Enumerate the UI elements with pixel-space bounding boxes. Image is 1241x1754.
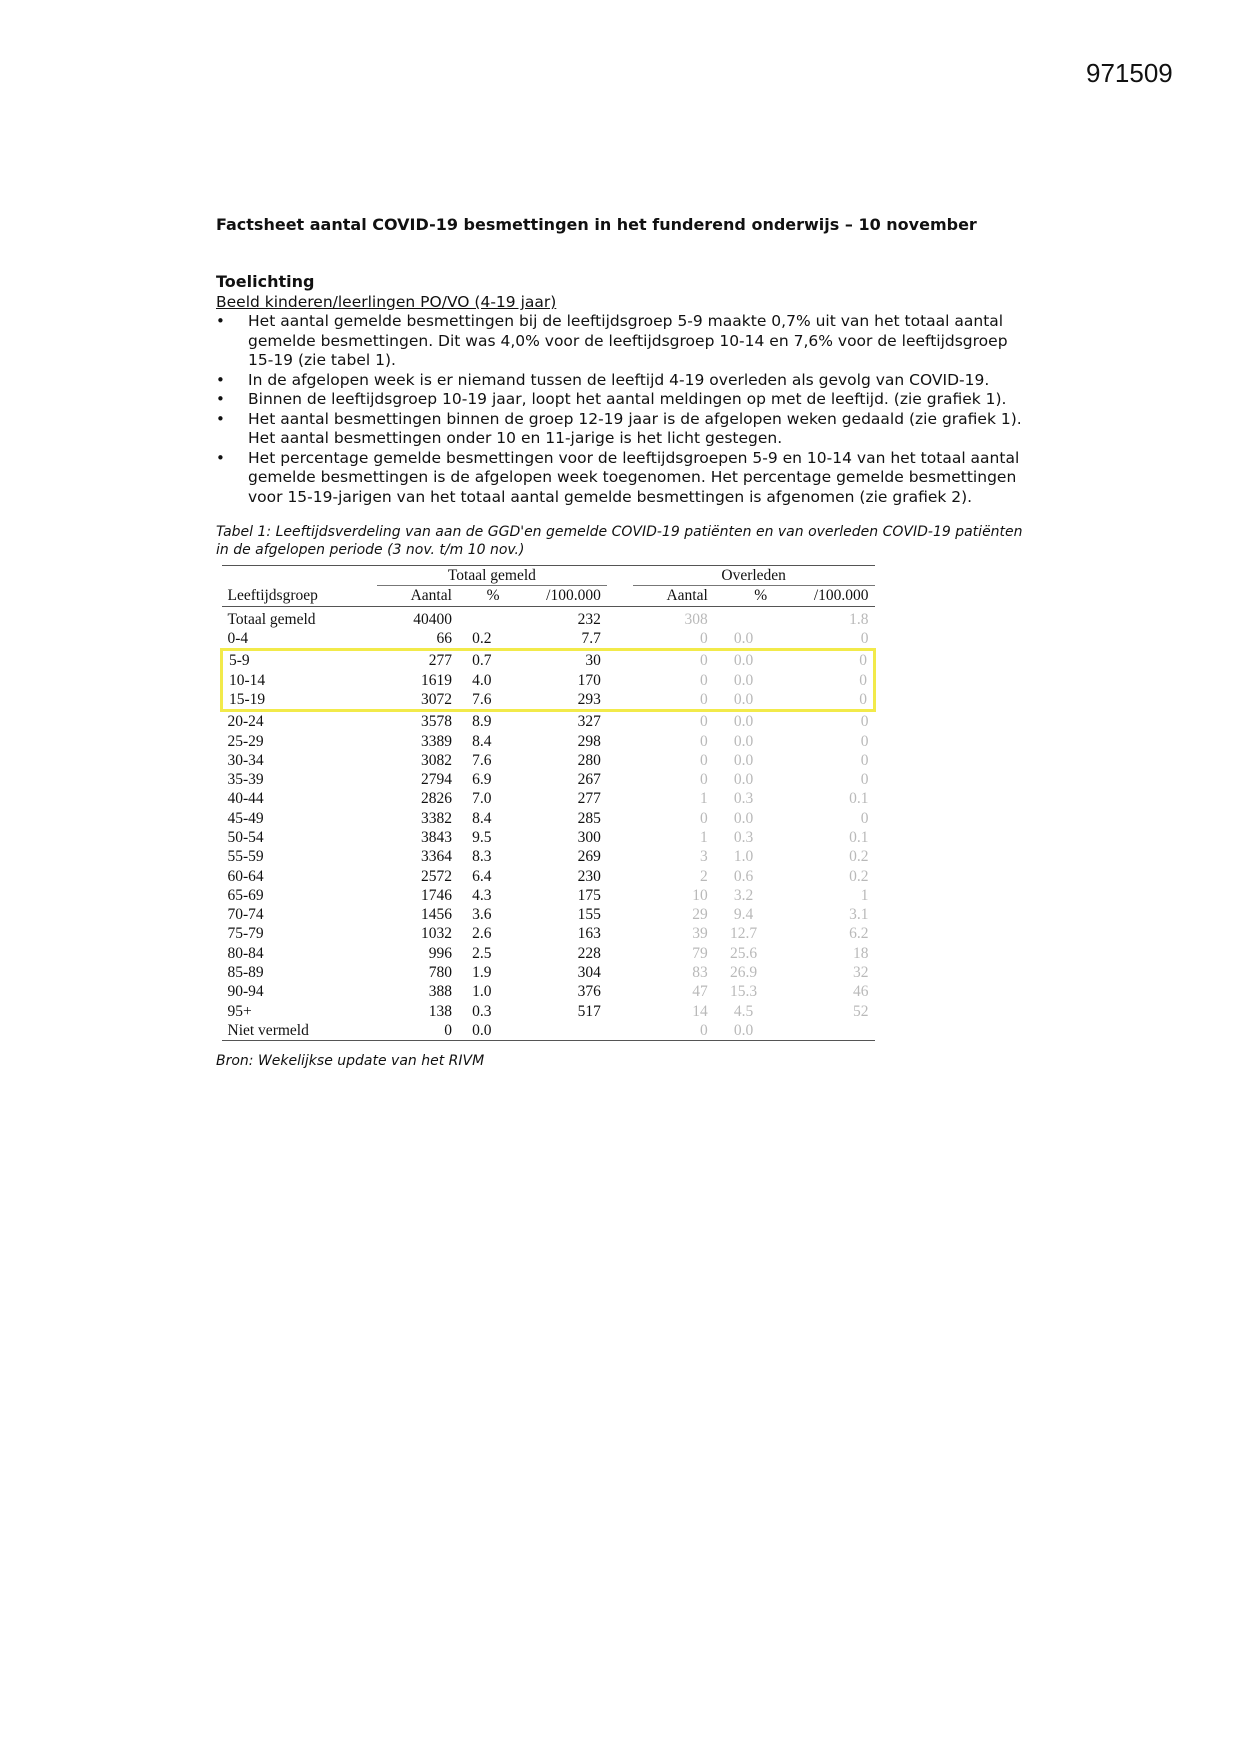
- cell-reported-count: 138: [428, 1002, 452, 1020]
- table-row: [222, 924, 875, 943]
- cell-age-group: 5-9: [222, 650, 377, 671]
- cell-reported-per-100k: 269: [577, 848, 601, 866]
- cell-reported-per-100k: 7.7: [581, 630, 601, 648]
- cell-deceased-percent: 26.9: [729, 964, 758, 982]
- cell-spacer: [607, 789, 633, 808]
- column-header: Leeftijdsgroep: [222, 586, 377, 606]
- table-row: [222, 963, 875, 982]
- cell-deceased-count: 1: [700, 829, 708, 846]
- cell-reported-percent: 9.5: [472, 829, 492, 846]
- cell-reported-per-100k: 155: [577, 906, 601, 924]
- bullet-item: • Binnen de leeftijdsgroep 10-19 jaar, loopt het aantal meldingen op met de leeftijd. (zie grafiek 1).: [248, 390, 1036, 410]
- bullet-list: [216, 312, 1036, 507]
- cell-spacer: [607, 1002, 633, 1021]
- table-header-spacer: [607, 566, 633, 586]
- cell-reported-per-100k: 304: [577, 964, 601, 982]
- cell-deceased-per-100k: 0.1: [849, 829, 869, 846]
- cell-reported-per-100k: 30: [506, 650, 607, 671]
- table-row: [222, 866, 875, 885]
- cell-deceased-percent: 0.0: [733, 732, 754, 750]
- column-header: /100.000: [506, 586, 607, 606]
- cell-reported-per-100k: 280: [577, 751, 601, 769]
- cell-spacer: [607, 905, 633, 924]
- table-row: [222, 789, 875, 808]
- page-title: Factsheet aantal COVID-19 besmettingen in het funderend onderwijs – 10 november: [216, 215, 977, 234]
- factsheet-content: [216, 214, 1036, 1069]
- cell-reported-per-100k: 293: [506, 690, 607, 711]
- cell-spacer: [607, 886, 633, 905]
- age-distribution-table: [220, 565, 876, 1041]
- cell-reported-percent: 6.4: [472, 867, 492, 885]
- cell-deceased-percent: 0.3: [733, 790, 754, 808]
- cell-deceased-count: 2: [700, 867, 708, 885]
- cell-deceased-percent: 0.6: [733, 867, 754, 885]
- cell-spacer: [607, 690, 633, 711]
- cell-reported-count: 3382: [420, 809, 452, 827]
- table-row: [222, 731, 875, 750]
- cell-reported-count: 996: [428, 944, 452, 962]
- table-row: [222, 629, 875, 650]
- column-header: /100.000: [773, 586, 874, 606]
- cell-deceased-per-100k: 3.1: [849, 906, 869, 924]
- group-header-deceased: Overleden: [633, 566, 875, 586]
- table-body: [222, 606, 875, 1041]
- cell-reported-per-100k: 170: [577, 671, 601, 689]
- cell-deceased-per-100k: 32: [853, 964, 869, 982]
- cell-deceased-percent: 0.0: [733, 809, 754, 827]
- cell-deceased-percent: 15.3: [729, 983, 758, 1001]
- cell-age-group: 80-84: [227, 944, 264, 962]
- table-row: [222, 650, 875, 671]
- cell-spacer: [607, 731, 633, 750]
- cell-deceased-per-100k: 0.1: [849, 790, 869, 808]
- cell-age-group: Totaal gemeld: [227, 610, 316, 628]
- cell-age-group: 50-54: [227, 829, 264, 846]
- table-source: Bron: Wekelijkse update van het RIVM: [216, 1053, 485, 1070]
- cell-deceased-percent: 0.0: [714, 690, 773, 711]
- cell-reported-count: 1619: [420, 671, 452, 689]
- cell-deceased-percent: 0.0: [733, 671, 754, 689]
- cell-spacer: [607, 711, 633, 732]
- cell-reported-per-100k: 232: [577, 610, 601, 628]
- cell-deceased-per-100k: 0: [860, 751, 869, 769]
- cell-reported-percent: 4.3: [472, 886, 492, 904]
- cell-deceased-per-100k: 0: [773, 650, 874, 671]
- cell-deceased-count: 0: [700, 732, 708, 750]
- cell-reported-per-100k: 228: [577, 944, 601, 962]
- cell-age-group: 90-94: [227, 983, 264, 1001]
- cell-age-group: Niet vermeld: [227, 1021, 309, 1039]
- cell-deceased-percent: 4.5: [733, 1002, 754, 1020]
- cell-deceased-per-100k: 0: [773, 670, 874, 689]
- cell-reported-percent: 8.4: [472, 809, 492, 827]
- cell-deceased-count: 0: [700, 671, 708, 689]
- cell-reported-count: 277: [377, 650, 458, 671]
- cell-deceased-count: 14: [692, 1002, 708, 1020]
- cell-spacer: [607, 847, 633, 866]
- cell-deceased-percent: 12.7: [729, 925, 758, 943]
- cell-spacer: [607, 982, 633, 1001]
- cell-deceased-percent: 0.0: [733, 713, 754, 731]
- column-header: %: [714, 586, 773, 606]
- cell-deceased-percent: 1.0: [733, 848, 754, 866]
- cell-age-group: 95+: [227, 1002, 252, 1020]
- cell-age-group: 65-69: [227, 886, 264, 904]
- cell-spacer: [607, 606, 633, 629]
- cell-age-group: 40-44: [227, 790, 264, 808]
- cell-deceased-count: 0: [633, 690, 714, 711]
- cell-deceased-per-100k: 18: [853, 944, 869, 962]
- cell-deceased-per-100k: 46: [853, 983, 869, 1001]
- cell-deceased-per-100k: 0: [860, 713, 869, 731]
- table-row: [222, 751, 875, 770]
- table-row: [222, 982, 875, 1001]
- table-caption: Tabel 1: Leeftijdsverdeling van aan de GGD'en gemelde COVID-19 patiënten en van overleden COVID-19 patiënten in de afgelopen periode (3 nov. t/m 10 nov.): [216, 524, 1023, 558]
- table-row: [222, 770, 875, 789]
- cell-reported-count: 3364: [420, 848, 452, 866]
- table-row: [222, 1021, 875, 1041]
- cell-deceased-count: 0: [700, 1021, 708, 1039]
- cell-reported-per-100k: 277: [577, 790, 601, 808]
- cell-reported-per-100k: 300: [577, 829, 601, 846]
- section-heading: Toelichting: [216, 272, 315, 291]
- table-group-header-row: [222, 566, 875, 586]
- cell-reported-percent: 0.7: [458, 650, 506, 671]
- cell-deceased-percent: 9.4: [733, 906, 754, 924]
- cell-deceased-per-100k: 6.2: [849, 925, 869, 943]
- cell-reported-count: 1746: [420, 886, 452, 904]
- cell-reported-percent: 8.4: [472, 732, 492, 750]
- cell-spacer: [607, 924, 633, 943]
- cell-deceased-count: 0: [700, 751, 708, 769]
- cell-reported-per-100k: 163: [577, 925, 601, 943]
- cell-reported-count: 3389: [420, 732, 452, 750]
- cell-reported-count: 2794: [420, 771, 452, 789]
- bullet-item: • Het percentage gemelde besmettingen voor de leeftijdsgroepen 5-9 en 10-14 van het totaal aantal gemelde besmettingen is de afgelopen week toegenomen. Het percentage gemelde besmettingen voor 15-19-jarigen van het totaal aantal gemelde besmettingen is afgenomen (zie grafiek 2).: [248, 449, 1036, 508]
- cell-deceased-count: 1: [700, 790, 708, 808]
- cell-reported-percent: 2.6: [472, 925, 492, 943]
- cell-spacer: [607, 828, 633, 847]
- cell-spacer: [607, 670, 633, 689]
- cell-reported-per-100k: 298: [577, 732, 601, 750]
- cell-spacer: [607, 963, 633, 982]
- table-row: [222, 944, 875, 963]
- cell-deceased-count: 0: [700, 809, 708, 827]
- cell-spacer: [607, 629, 633, 650]
- bullet-item: • Het aantal besmettingen binnen de groep 12-19 jaar is de afgelopen weken gedaald (zie grafiek 1). Het aantal besmettingen onder 10 en 11-jarige is het licht gestegen.: [248, 410, 1036, 449]
- cell-deceased-per-100k: 52: [853, 1002, 869, 1020]
- cell-age-group: 60-64: [227, 867, 264, 885]
- table-header-spacer: [607, 586, 633, 606]
- table-row: [222, 690, 875, 711]
- cell-deceased-count: 0: [633, 650, 714, 671]
- cell-spacer: [607, 1021, 633, 1041]
- cell-reported-per-100k: 376: [577, 983, 601, 1001]
- cell-age-group: 75-79: [227, 925, 264, 943]
- cell-deceased-per-100k: 0: [860, 732, 869, 750]
- cell-deceased-percent: 0.3: [733, 829, 754, 846]
- cell-deceased-count: 47: [692, 983, 708, 1001]
- cell-reported-per-100k: 285: [577, 809, 601, 827]
- cell-spacer: [607, 770, 633, 789]
- cell-reported-count: 388: [428, 983, 452, 1001]
- table-row: [222, 1002, 875, 1021]
- cell-age-group: 25-29: [227, 732, 264, 750]
- table-row: [222, 670, 875, 689]
- cell-deceased-count: 0: [700, 771, 708, 789]
- cell-reported-per-100k: 230: [577, 867, 601, 885]
- cell-reported-percent: [458, 606, 506, 629]
- cell-reported-count: 1456: [420, 906, 452, 924]
- cell-age-group: 35-39: [227, 771, 264, 789]
- cell-reported-count: 3072: [377, 690, 458, 711]
- cell-deceased-count: 3: [700, 848, 708, 866]
- cell-deceased-count: 39: [692, 925, 708, 943]
- cell-deceased-per-100k: 1: [860, 886, 869, 904]
- cell-deceased-percent: 25.6: [729, 944, 758, 962]
- cell-spacer: [607, 650, 633, 671]
- cell-reported-percent: 6.9: [472, 771, 492, 789]
- table-row: [222, 847, 875, 866]
- cell-deceased-per-100k: 0: [860, 809, 869, 827]
- cell-age-group: 10-14: [222, 670, 377, 689]
- cell-age-group: 55-59: [227, 848, 264, 866]
- cell-reported-per-100k: 175: [577, 886, 601, 904]
- table-row: [222, 905, 875, 924]
- bullet-item: • Het aantal gemelde besmettingen bij de leeftijdsgroep 5-9 maakte 0,7% uit van het totaal aantal gemelde besmettingen. Dit was 4,0% voor de leeftijdsgroep 10-14 en 7,6% voor de leeftijdsgroep 15-19 (zie tabel 1).: [248, 312, 1036, 371]
- cell-deceased-count: 10: [692, 886, 708, 904]
- cell-deceased-per-100k: 1.8: [849, 610, 869, 628]
- cell-reported-percent: 1.0: [472, 983, 492, 1001]
- table-row: [222, 886, 875, 905]
- cell-reported-percent: 0.0: [472, 1021, 492, 1039]
- cell-reported-percent: 1.9: [472, 964, 492, 982]
- table-row: [222, 809, 875, 828]
- cell-deceased-percent: [714, 606, 773, 629]
- cell-spacer: [607, 751, 633, 770]
- cell-deceased-count: 0: [700, 713, 708, 731]
- cell-age-group: 30-34: [227, 751, 264, 769]
- cell-spacer: [607, 809, 633, 828]
- cell-reported-count: 3843: [420, 829, 452, 846]
- cell-reported-count: 2826: [420, 790, 452, 808]
- cell-reported-count: 40400: [413, 610, 452, 628]
- cell-age-group: 45-49: [227, 809, 264, 827]
- cell-deceased-per-100k: 0.2: [849, 848, 869, 866]
- cell-reported-per-100k: 517: [577, 1002, 601, 1020]
- bullet-item: • In de afgelopen week is er niemand tussen de leeftijd 4-19 overleden als gevolg van COVID-19.: [248, 371, 1036, 391]
- table-header-empty: [222, 566, 377, 586]
- cell-deceased-percent: 0.0: [733, 771, 754, 789]
- cell-reported-count: 66: [436, 630, 452, 648]
- section-subheading: Beeld kinderen/leerlingen PO/VO (4-19 jaar): [216, 293, 557, 311]
- cell-deceased-percent: 3.2: [733, 886, 754, 904]
- cell-reported-percent: 7.6: [472, 751, 492, 769]
- cell-deceased-count: 79: [692, 944, 708, 962]
- cell-deceased-count: 308: [684, 610, 708, 628]
- cell-deceased-per-100k: 0: [860, 771, 869, 789]
- cell-deceased-count: 29: [692, 906, 708, 924]
- cell-reported-count: 1032: [420, 925, 452, 943]
- table-row: [222, 828, 875, 847]
- cell-reported-percent: 0.3: [472, 1002, 492, 1020]
- cell-reported-percent: 7.6: [458, 690, 506, 711]
- cell-reported-count: 0: [444, 1021, 452, 1039]
- cell-reported-percent: 2.5: [472, 944, 492, 962]
- cell-reported-per-100k: [506, 1021, 607, 1041]
- cell-deceased-per-100k: 0: [773, 690, 874, 711]
- cell-deceased-count: 0: [700, 630, 708, 648]
- cell-deceased-per-100k: 0.2: [849, 867, 869, 885]
- cell-age-group: 85-89: [227, 964, 264, 982]
- cell-deceased-count: 83: [692, 964, 708, 982]
- column-header: %: [458, 586, 506, 606]
- cell-reported-count: 3082: [420, 751, 452, 769]
- cell-age-group: 0-4: [227, 630, 249, 648]
- cell-reported-percent: 8.3: [472, 848, 492, 866]
- cell-reported-count: 3578: [420, 713, 452, 731]
- cell-spacer: [607, 944, 633, 963]
- cell-reported-percent: 0.2: [472, 630, 492, 648]
- cell-reported-percent: 4.0: [472, 671, 492, 689]
- cell-reported-per-100k: 327: [577, 713, 601, 731]
- cell-deceased-percent: 0.0: [714, 650, 773, 671]
- cell-deceased-percent: 0.0: [733, 1021, 754, 1039]
- cell-reported-percent: 7.0: [472, 790, 492, 808]
- cell-reported-per-100k: 267: [577, 771, 601, 789]
- cell-age-group: 20-24: [227, 713, 264, 731]
- cell-age-group: 70-74: [227, 906, 264, 924]
- table-row: [222, 606, 875, 629]
- cell-reported-count: 780: [428, 964, 452, 982]
- cell-reported-percent: 3.6: [472, 906, 492, 924]
- cell-reported-count: 2572: [420, 867, 452, 885]
- group-header-reported: Totaal gemeld: [377, 566, 607, 586]
- cell-deceased-percent: 0.0: [733, 751, 754, 769]
- cell-deceased-percent: 0.0: [733, 630, 754, 648]
- cell-deceased-per-100k: 0: [860, 630, 869, 648]
- cell-deceased-per-100k: [773, 1021, 874, 1041]
- table-row: [222, 711, 875, 732]
- cell-reported-percent: 8.9: [472, 713, 492, 731]
- document-number: 971509: [1086, 58, 1173, 88]
- column-header: Aantal: [633, 586, 714, 606]
- cell-spacer: [607, 866, 633, 885]
- table-column-header-row: [222, 586, 875, 606]
- column-header: Aantal: [377, 586, 458, 606]
- cell-age-group: 15-19: [222, 690, 377, 711]
